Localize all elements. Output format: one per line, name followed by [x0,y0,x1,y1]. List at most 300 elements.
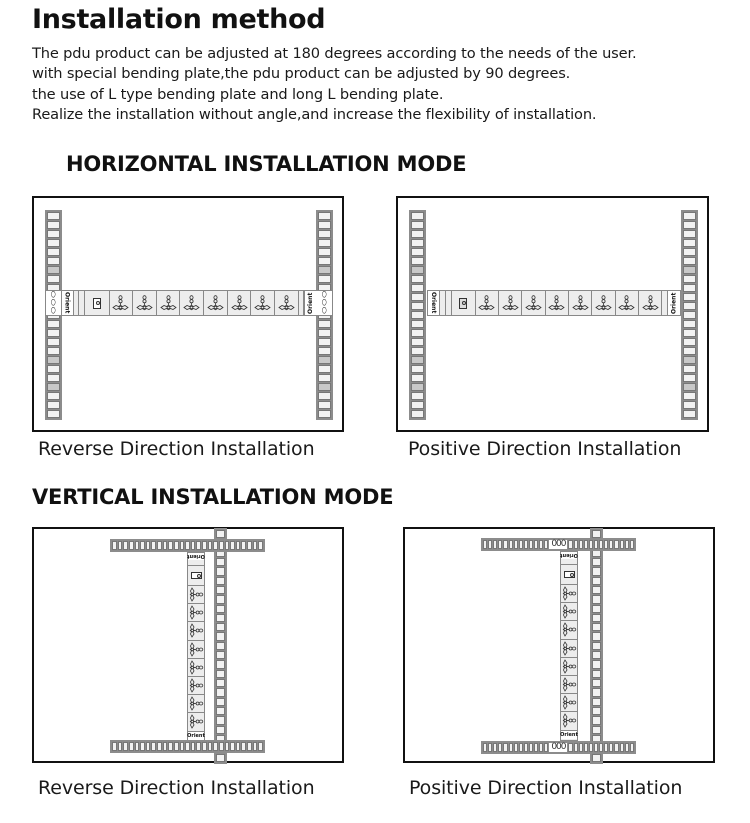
rail-slot [47,365,60,373]
caption: Reverse Direction Installation [38,438,315,460]
rail-slot [411,392,424,400]
rail-slot [683,320,696,328]
rail-slot [592,688,601,696]
socket-outlet [561,621,577,639]
rail-slot [47,338,60,346]
rail-slot [620,743,624,752]
rail-slot [592,595,601,603]
rail-slot [196,541,201,550]
pdu-switch [188,566,204,586]
rail-slot [47,401,60,409]
rail-slot [411,275,424,283]
rail-slot [411,239,424,247]
rail-slot [191,742,196,751]
rail-slot [318,392,331,400]
rail-slot [411,320,424,328]
rail-slot [213,541,218,550]
switch-icon [93,298,101,309]
horizontal-reverse-diagram [32,196,344,432]
rail-slot [253,541,258,550]
rail-slot [411,365,424,373]
rack-rail-right [681,210,698,420]
socket-outlet [561,694,577,712]
rail-slot [574,540,578,549]
rail-slot [47,266,60,274]
rail-slot [568,743,572,752]
rail-slot [509,540,513,549]
socket-outlet [561,658,577,676]
rack-rail-top [110,539,265,552]
socket-outlet [157,291,181,315]
mount-holes: ⬯ ⬯ ⬯ [46,291,62,315]
rail-slot [483,743,487,752]
rail-slot [592,726,601,734]
rail-slot [534,743,538,752]
rail-slot [118,541,123,550]
horizontal-mode-heading: HORIZONTAL INSTALLATION MODE [66,152,467,176]
socket-icon [254,295,271,312]
rail-slot [683,347,696,355]
rail-slot [318,275,331,283]
rail-slot [318,257,331,265]
rail-slot [47,329,60,337]
rail-slot [216,698,225,706]
rack-rail-left [409,210,426,420]
rail-slot [180,541,185,550]
rail-slot [47,230,60,238]
socket-icon [561,713,577,728]
rail-slot [241,742,246,751]
rail-slot [225,541,230,550]
socket-outlet [188,641,204,659]
rail-slot [683,257,696,265]
rail-slot [683,383,696,391]
rail-slot [47,392,60,400]
rail-slot [503,743,507,752]
rail-slot [411,356,424,364]
rail-slot [592,642,601,650]
rail-slot [174,541,179,550]
rail-slot [318,329,331,337]
socket-icon [136,295,153,312]
rail-slot [258,541,263,550]
rail-slot [216,577,225,585]
pdu-brand-label: Orient [668,291,680,315]
rail-slot [216,558,225,566]
rail-slot [592,679,601,687]
rail-slot [411,302,424,310]
rail-slot [129,742,134,751]
socket-icon [231,295,248,312]
rail-slot [411,257,424,265]
rail-slot [258,742,263,751]
rail-slot [683,338,696,346]
rail-slot [411,311,424,319]
rail-slot [589,540,593,549]
socket-outlet [616,291,639,315]
pdu-brand-label: Orient [304,291,316,315]
caption: Positive Direction Installation [408,438,682,460]
rail-slot [135,541,140,550]
rail-slot [620,540,624,549]
rail-slot [151,541,156,550]
rail-slot [683,311,696,319]
socket-icon [618,295,635,312]
rail-slot [219,742,224,751]
rail-slot [129,541,134,550]
rail-slot [318,320,331,328]
socket-icon [278,295,295,312]
socket-icon [188,642,204,657]
socket-outlet [180,291,204,315]
description-line: with special bending plate,the pdu product can be adjusted by 90 degrees. [32,65,571,83]
rail-slot [140,541,145,550]
switch-icon [459,298,467,309]
rail-slot [589,743,593,752]
rail-slot [514,743,518,752]
rail-slot [483,540,487,549]
rail-slot [609,743,613,752]
rail-slot [216,670,225,678]
socket-icon [160,295,177,312]
rail-slot [168,742,173,751]
rail-slot [216,679,225,687]
rack-rail-bottom [481,741,636,754]
rail-slot [514,540,518,549]
socket-outlet [561,603,577,621]
rail-slot [592,623,601,631]
rail-slot [216,632,225,640]
socket-outlet [188,677,204,695]
rail-slot [544,743,548,752]
rail-slot [411,212,424,220]
rail-slot [411,401,424,409]
rail-slot [411,266,424,274]
rail-slot [318,338,331,346]
socket-icon [188,714,204,729]
socket-outlet [522,291,545,315]
rail-slot [594,540,598,549]
rail-slot [163,742,168,751]
socket-outlet [561,640,577,658]
rail-slot [112,541,117,550]
rail-slot [216,754,225,762]
rail-slot [592,567,601,575]
rail-slot [519,743,523,752]
rail-slot [191,541,196,550]
rail-slot [202,742,207,751]
vertical-mode-heading: VERTICAL INSTALLATION MODE [32,485,394,509]
rail-slot [503,540,507,549]
rail-slot [411,284,424,292]
rail-slot [47,221,60,229]
rail-slot [411,221,424,229]
rail-slot [47,347,60,355]
rail-slot [123,541,128,550]
rail-slot [318,410,331,418]
rail-slot [584,540,588,549]
vertical-positive-diagram [403,527,715,763]
mount-holes: ⬯ ⬯ ⬯ [316,291,332,315]
rail-slot [318,374,331,382]
rail-slot [539,743,543,752]
rail-slot [185,541,190,550]
rail-slot [208,541,213,550]
socket-outlet [188,695,204,713]
rail-slot [411,383,424,391]
rail-slot [498,743,502,752]
rail-slot [216,614,225,622]
rail-slot [683,284,696,292]
rail-slot [599,540,603,549]
rail-slot [683,266,696,274]
socket-icon [561,586,577,601]
rail-slot [683,221,696,229]
rail-slot [592,577,601,585]
rail-slot [230,742,235,751]
pdu-switch [561,565,577,585]
socket-icon [595,295,612,312]
rail-slot [318,347,331,355]
rail-slot [216,567,225,575]
rail-slot [498,540,502,549]
rail-slot [539,540,543,549]
socket-outlet [188,659,204,677]
mount-holes: 000 [551,539,566,549]
rail-slot [625,743,629,752]
description-line: the use of L type bending plate and long L bending plate. [32,85,444,103]
rail-slot [185,742,190,751]
pdu-strip [45,290,333,316]
rail-slot [318,383,331,391]
rail-slot [683,356,696,364]
rail-slot [604,540,608,549]
socket-icon [188,696,204,711]
rail-slot [411,329,424,337]
rail-slot [592,651,601,659]
rail-slot [216,716,225,724]
rail-slot [146,541,151,550]
rail-slot [592,754,601,762]
rail-slot [592,716,601,724]
rail-slot [163,541,168,550]
rail-slot [683,212,696,220]
socket-icon [561,622,577,637]
rail-slot [683,392,696,400]
rail-slot [151,742,156,751]
rack-rail-top [481,538,636,551]
pdu-brand-label: Orient [560,552,578,559]
switch-icon [564,571,575,578]
rail-slot [247,541,252,550]
rail-slot [411,293,424,301]
rail-slot [140,742,145,751]
rail-slot [174,742,179,751]
socket-icon [502,295,519,312]
rack-rail-bottom [110,740,265,753]
socket-icon [188,678,204,693]
socket-icon [642,295,659,312]
socket-icon [572,295,589,312]
rail-slot [614,743,618,752]
socket-outlet [188,622,204,640]
rail-slot [236,742,241,751]
rail-slot [592,660,601,668]
rail-slot [196,742,201,751]
socket-icon [188,623,204,638]
vertical-reverse-diagram [32,527,344,763]
socket-outlet [561,585,577,603]
rail-slot [683,230,696,238]
rail-slot [216,595,225,603]
rail-slot [411,410,424,418]
rail-slot [318,248,331,256]
description-line: The pdu product can be adjusted at 180 degrees according to the needs of the user. [32,45,637,62]
socket-icon [561,677,577,692]
rail-slot [592,707,601,715]
rail-slot [241,541,246,550]
rail-slot [225,742,230,751]
rail-slot [219,541,224,550]
rail-slot [488,540,492,549]
rail-slot [592,558,601,566]
horizontal-positive-diagram [396,196,709,432]
rail-slot [493,743,497,752]
rail-slot [123,742,128,751]
pdu-switch [452,291,476,315]
rail-slot [236,541,241,550]
rack-rail-vertical [590,528,603,764]
socket-icon [561,695,577,710]
rail-slot [683,239,696,247]
socket-outlet [546,291,569,315]
socket-icon [478,295,495,312]
rail-slot [318,266,331,274]
socket-outlet [476,291,499,315]
rail-slot [216,530,225,538]
rail-slot [683,302,696,310]
rail-slot [592,614,601,622]
socket-icon [183,295,200,312]
rail-slot [579,540,583,549]
pdu-brand-label: Orient [428,291,440,315]
rail-slot [592,605,601,613]
pdu-strip [187,551,205,741]
socket-icon [561,659,577,674]
rack-rail-vertical [214,528,227,764]
rail-slot [534,540,538,549]
rail-slot [180,742,185,751]
caption: Positive Direction Installation [409,777,683,799]
rail-slot [493,540,497,549]
rail-slot [411,248,424,256]
rail-slot [509,743,513,752]
pdu-brand-label: Orient [560,731,578,738]
rail-slot [683,401,696,409]
rail-slot [683,275,696,283]
rail-slot [614,540,618,549]
rail-slot [47,374,60,382]
rail-slot [216,660,225,668]
caption: Reverse Direction Installation [38,777,315,799]
description-line: Realize the installation without angle,and increase the flexibility of installation. [32,105,597,123]
rail-slot [411,347,424,355]
page-title: Installation method [32,4,326,35]
rail-slot [488,743,492,752]
rail-slot [411,338,424,346]
rail-slot [630,540,634,549]
rail-slot [318,212,331,220]
rail-slot [683,365,696,373]
socket-outlet [228,291,252,315]
socket-icon [548,295,565,312]
rail-slot [47,320,60,328]
rail-slot [216,707,225,715]
pdu-strip [560,550,578,741]
rail-slot [216,586,225,594]
rail-slot [47,275,60,283]
pdu-brand-label: Orient [187,553,205,560]
rail-slot [594,743,598,752]
rail-slot [630,743,634,752]
rail-slot [318,356,331,364]
pdu-brand-label: Orient [187,732,205,739]
rail-slot [47,212,60,220]
rail-slot [318,239,331,247]
socket-outlet [251,291,275,315]
rail-slot [579,743,583,752]
rail-slot [529,540,533,549]
rail-slot [544,540,548,549]
rail-slot [47,239,60,247]
rail-slot [168,541,173,550]
socket-outlet [204,291,228,315]
rail-slot [135,742,140,751]
rail-slot [592,586,601,594]
rail-slot [592,670,601,678]
rail-slot [146,742,151,751]
rail-slot [216,726,225,734]
rail-slot [216,605,225,613]
socket-outlet [592,291,615,315]
socket-icon [561,604,577,619]
socket-icon [561,641,577,656]
rail-slot [47,248,60,256]
rail-slot [318,221,331,229]
rail-slot [216,642,225,650]
rail-slot [524,540,528,549]
rail-slot [216,623,225,631]
socket-outlet [188,713,204,731]
rail-slot [47,410,60,418]
rail-slot [519,540,523,549]
rail-slot [568,540,572,549]
rail-slot [592,632,601,640]
rail-slot [625,540,629,549]
rail-slot [157,742,162,751]
socket-outlet [133,291,157,315]
rail-slot [524,743,528,752]
rail-slot [247,742,252,751]
rail-slot [47,383,60,391]
rail-slot [213,742,218,751]
pdu-strip [427,290,681,316]
rail-slot [112,742,117,751]
socket-outlet [188,586,204,604]
rail-slot [683,374,696,382]
rail-slot [318,365,331,373]
pdu-switch [85,291,109,315]
